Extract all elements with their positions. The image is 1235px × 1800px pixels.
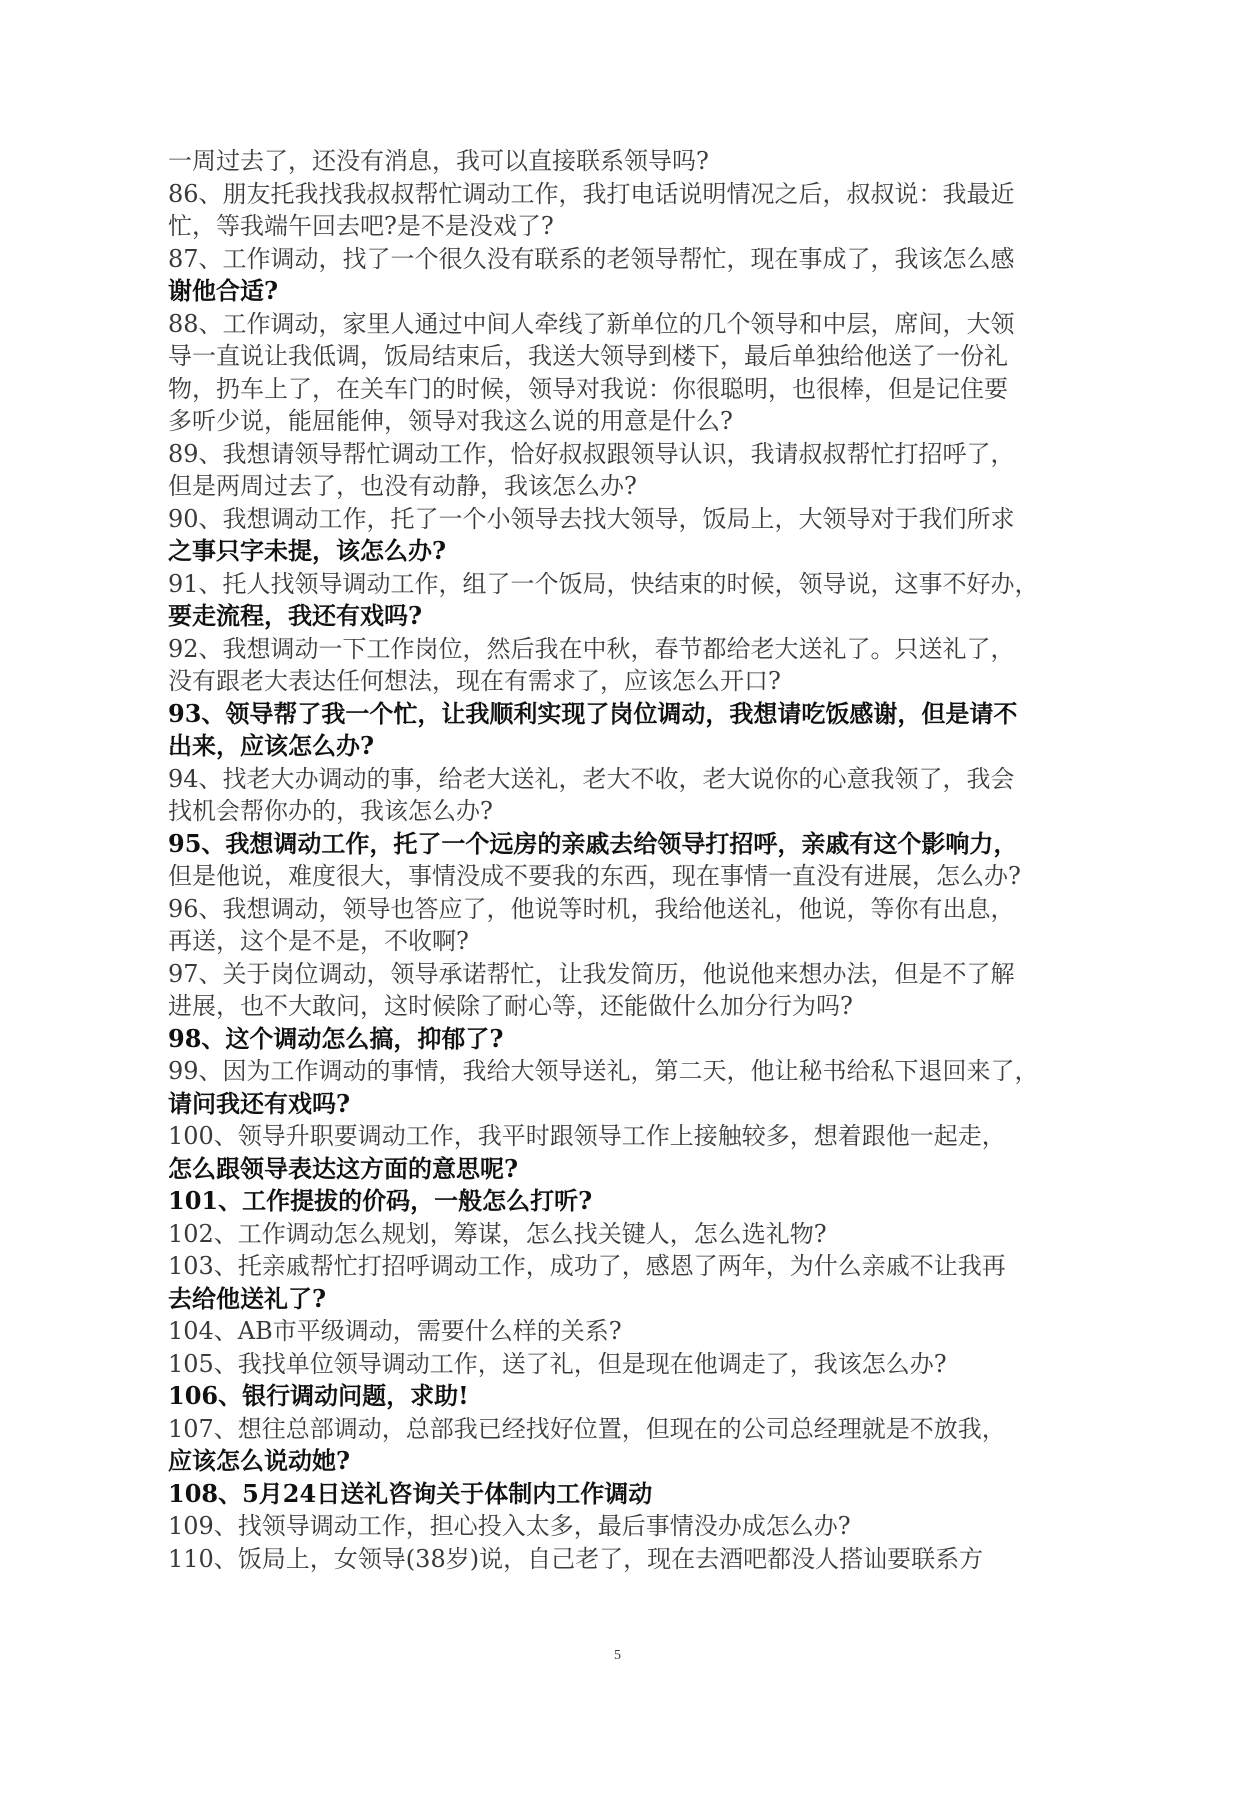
page-number: 5: [614, 1648, 621, 1663]
text-line: 86、朋友托我找我叔叔帮忙调动工作，我打电话说明情况之后，叔叔说：我最近: [168, 179, 1015, 208]
text-line: 忙，等我端午回去吧?是不是没戏了?: [168, 212, 554, 240]
text-line: 没有跟老大表达任何想法，现在有需求了，应该怎么开口?: [168, 667, 781, 695]
text-line: 105、我找单位领导调动工作，送了礼，但是现在他调走了，我该怎么办?: [168, 1349, 947, 1378]
text-line: 87、工作调动，找了一个很久没有联系的老领导帮忙，现在事成了，我该怎么感: [168, 244, 1015, 273]
text-line: 109、找领导调动工作，担心投入太多，最后事情没办成怎么办?: [168, 1512, 851, 1540]
text-line: 106、银行调动问题，求助!: [168, 1381, 469, 1410]
text-line: 102、工作调动怎么规划，筹谋，怎么找关键人，怎么选礼物?: [168, 1219, 827, 1248]
text-line: 99、因为工作调动的事情，我给大领导送礼，第二天，他让秘书给私下退回来了，: [168, 1057, 1039, 1085]
document-body: [168, 145, 1068, 1575]
text-line: 请问我还有戏吗?: [168, 1088, 351, 1118]
text-line: 108、5月24日送礼咨询关于体制内工作调动: [168, 1478, 653, 1508]
text-line: 95、我想调动工作，托了一个远房的亲戚去给领导打招呼，亲戚有这个影响力，: [168, 828, 1018, 858]
text-line: 怎么跟领导表达这方面的意思呢?: [168, 1153, 519, 1183]
text-line: 物，扔车上了，在关车门的时候，领导对我说：你很聪明，也很棒，但是记住要: [168, 374, 1008, 403]
text-line: 多听少说，能屈能伸，领导对我这么说的用意是什么?: [168, 407, 733, 435]
text-line: 之事只字未提，该怎么办?: [168, 536, 447, 565]
text-line: 93、领导帮了我一个忙，让我顺利实现了岗位调动，我想请吃饭感谢，但是请不: [168, 698, 1018, 728]
text-line: 导一直说让我低调，饭局结束后，我送大领导到楼下，最后单独给他送了一份礼: [168, 342, 1008, 370]
text-line: 94、找老大办调动的事，给老大送礼，老大不收，老大说你的心意我领了，我会: [168, 764, 1015, 793]
text-line: 进展，也不大敢问，这时候除了耐心等，还能做什么加分行为吗?: [168, 992, 853, 1020]
text-line: 但是两周过去了，也没有动静，我该怎么办?: [168, 472, 637, 500]
text-line: 96、我想调动，领导也答应了，他说等时机，我给他送礼，他说，等你有出息，: [168, 894, 1015, 923]
text-line: 91、托人找领导调动工作，组了一个饭局，快结束的时候，领导说，这事不好办，: [168, 569, 1039, 598]
text-line: 92、我想调动一下工作岗位，然后我在中秋，春节都给老大送礼了。只送礼了，: [168, 634, 1015, 663]
text-line: 89、我想请领导帮忙调动工作，恰好叔叔跟领导认识，我请叔叔帮忙打招呼了，: [168, 439, 1015, 468]
text-line: 再送，这个是不是，不收啊?: [168, 927, 469, 955]
text-line: 找机会帮你办的，我该怎么办?: [168, 797, 493, 825]
text-line: 97、关于岗位调动，领导承诺帮忙，让我发简历，他说他来想办法，但是不了解: [168, 959, 1015, 988]
text-line: 110、饭局上，女领导(38岁)说，自己老了，现在去酒吧都没人搭讪要联系方: [168, 1544, 984, 1573]
text-line: 101、工作提拔的价码，一般怎么打听?: [168, 1186, 593, 1215]
text-line: 一周过去了，还没有消息，我可以直接联系领导吗?: [168, 147, 709, 175]
text-line: 98、这个调动怎么搞，抑郁了?: [168, 1023, 504, 1053]
text-line: 应该怎么说动她?: [168, 1446, 351, 1475]
text-line: 90、我想调动工作，托了一个小领导去找大领导，饭局上，大领导对于我们所求: [168, 504, 1015, 533]
text-line: 107、想往总部调动，总部我已经找好位置，但现在的公司总经理就是不放我，: [168, 1414, 1006, 1443]
text-line: 104、AB市平级调动，需要什么样的关系?: [168, 1317, 622, 1345]
text-line: 100、领导升职要调动工作，我平时跟领导工作上接触较多，想着跟他一起走，: [168, 1122, 1006, 1150]
text-line: 但是他说，难度很大，事情没成不要我的东西，现在事情一直没有进展，怎么办?: [168, 862, 1021, 890]
text-line: 去给他送礼了?: [168, 1283, 327, 1313]
text-line: 88、工作调动，家里人通过中间人牵线了新单位的几个领导和中层，席间，大领: [168, 309, 1015, 338]
text-line: 谢他合适?: [168, 276, 279, 305]
text-line: 103、托亲戚帮忙打招呼调动工作，成功了，感恩了两年，为什么亲戚不让我再: [168, 1252, 1006, 1280]
text-line: 要走流程，我还有戏吗?: [168, 601, 423, 630]
text-line: 出来，应该怎么办?: [168, 731, 375, 760]
